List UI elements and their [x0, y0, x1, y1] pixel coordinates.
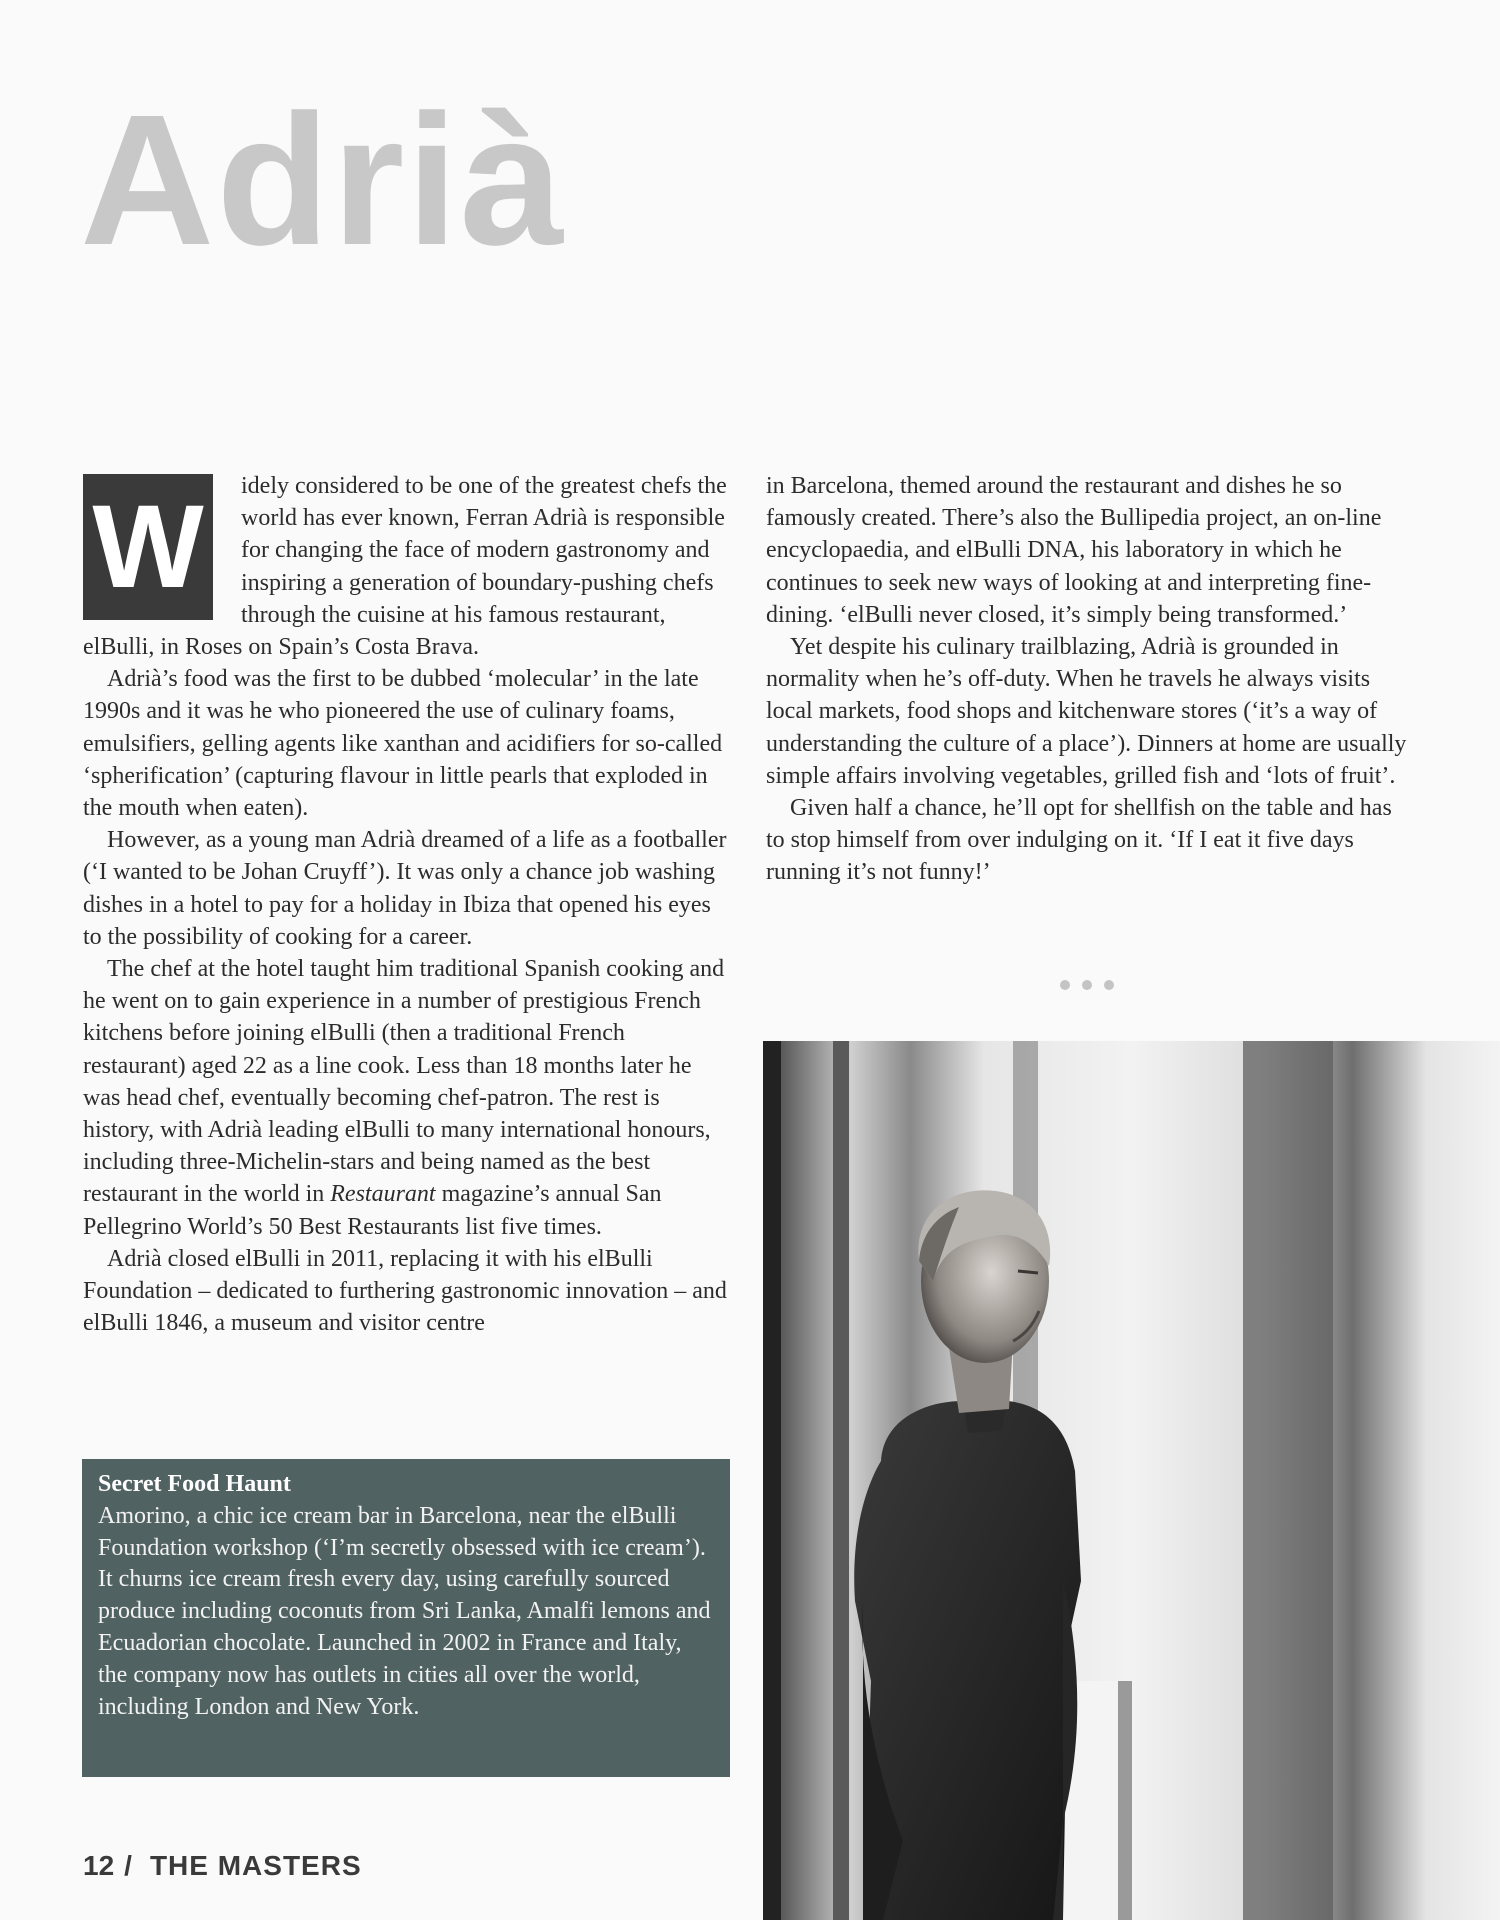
dot-icon — [1060, 980, 1070, 990]
sidebar-heading: Secret Food Haunt — [98, 1471, 291, 1497]
intro-paragraph — [83, 470, 731, 663]
dot-icon — [1082, 980, 1092, 990]
portrait-photo — [763, 1041, 1500, 1920]
section-end-dots — [1060, 980, 1114, 990]
body-paragraph: However, as a young man Adrià dreamed of a life as a footballer (‘I wanted to be Johan Cruyff’). It was only a chance job washing dishes in a hotel to pay for a holiday in Ibiza that opened his eyes to the possibility of cooking for a career. — [83, 827, 727, 950]
intro-text: idely considered to be one of the greatest chefs the world has ever known, Ferran Adrià is responsible for changing the face of modern gastronomy and inspiring a generation of boundary-pushing chefs through the cuisine at his famous restaurant, elBulli, in Roses on Spain’s Costa Brava. — [83, 473, 727, 661]
magazine-title: Restaurant — [330, 1181, 436, 1208]
body-paragraph — [83, 953, 731, 1243]
body-paragraph: Adrià’s food was the first to be dubbed ‘molecular’ in the late 1990s and it was he who pioneered the use of culinary foams, emulsifiers, gelling agents like xanthan and acidifiers for so-called ‘spherification’ (capturing flavour in little pearls that exploded in the mouth when eaten). — [83, 666, 723, 822]
secret-food-haunt-box — [82, 1459, 730, 1777]
article-title: Adrià — [80, 77, 566, 284]
right-column — [766, 470, 1416, 889]
portrait-photo-icon — [763, 1041, 1500, 1920]
dot-icon — [1104, 980, 1114, 990]
body-paragraph: Yet despite his culinary trailblazing, Adrià is grounded in normality when he’s off-duty. When he travels he always visits local markets, food shops and kitchenware stores (‘it’s a way of understanding the culture of a place’). Dinners at home are usually simple affairs involving vegetables, grilled fish and ‘lots of fruit’. — [766, 634, 1407, 789]
page-footer — [83, 1850, 362, 1882]
continued-paragraph: in Barcelona, themed around the restaurant and dishes he so famously created. There’s also the Bullipedia project, an on-line encyclopaedia, and elBulli DNA, his laboratory in which he continues to seek new ways of looking at and interpreting fine-dining. ‘elBulli never closed, it’s simply being transformed.’ — [766, 473, 1382, 628]
drop-cap: W — [83, 474, 213, 620]
body-text: magazine’s annual San Pellegrino World’s 50 Best Restaurants list five times. — [83, 1181, 662, 1240]
left-column — [83, 470, 731, 1339]
page-number: 12 — [83, 1850, 115, 1881]
body-text: The chef at the hotel taught him traditional Spanish cooking and he went on to gain experience in a number of prestigious French kitchens before joining elBulli (then a traditional French restaurant) aged 22 as a line cook. Less than 18 months later he was head chef, eventually becoming chef-patron. The rest is history, with Adrià leading elBulli to many international honours, including three-Michelin-stars and being named as the best restaurant in the world in — [83, 956, 725, 1208]
section-name: THE MASTERS — [149, 1850, 362, 1881]
body-paragraph: Adrià closed elBulli in 2011, replacing it with his elBulli Foundation – dedicated to furthering gastronomic innovation – and elBulli 1846, a museum and visitor centre — [83, 1245, 727, 1337]
footer-separator: / — [124, 1850, 132, 1881]
sidebar-body: Amorino, a chic ice cream bar in Barcelona, near the elBulli Foundation workshop (‘I’m secretly obsessed with ice cream’). It churns ice cream fresh every day, using carefully sourced produce including coconuts from Sri Lanka, Amalfi lemons and Ecuadorian chocolate. Launched in 2002 in France and Italy, the company now has outlets in cities all over the world, including London and New York. — [98, 1502, 711, 1720]
body-paragraph: Given half a chance, he’ll opt for shellfish on the table and has to stop himself from over indulging on it. ‘If I eat it five days running it’s not funny!’ — [766, 795, 1392, 886]
